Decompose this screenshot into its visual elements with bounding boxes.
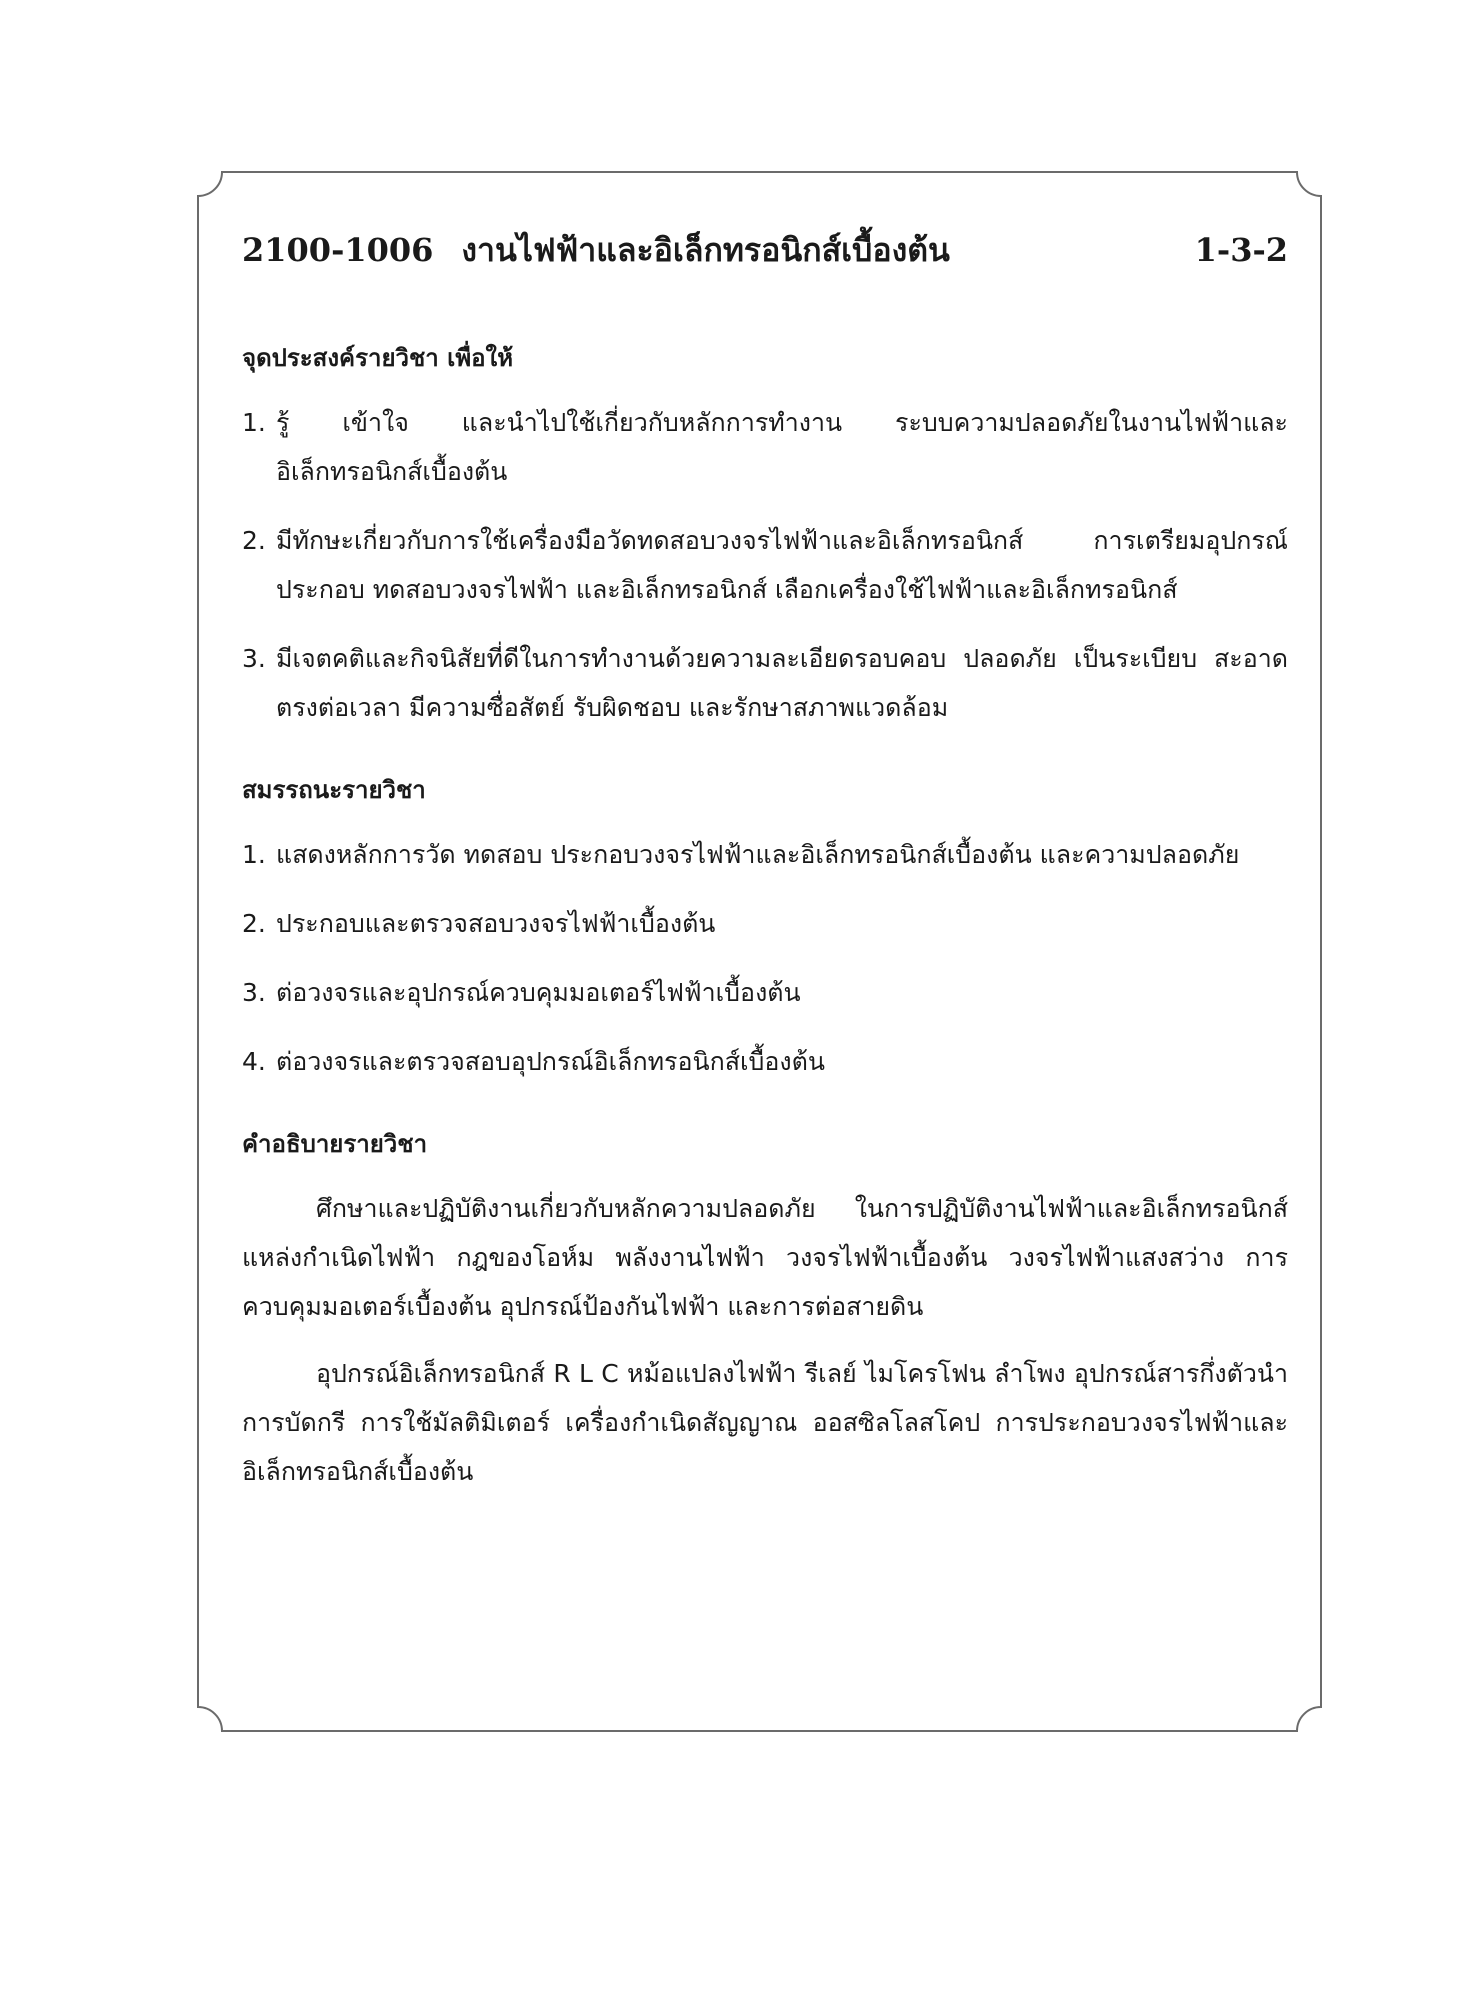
list-item bbox=[242, 830, 1288, 879]
competencies-heading: สมรรถนะรายวิชา bbox=[242, 775, 426, 804]
competencies-list bbox=[242, 830, 1288, 1086]
list-item bbox=[242, 1037, 1288, 1086]
description-heading: คำอธิบายรายวิชา bbox=[242, 1129, 428, 1158]
list-item bbox=[242, 968, 1288, 1017]
list-item bbox=[242, 899, 1288, 948]
description-section bbox=[242, 1124, 1288, 1496]
item-number: 1. bbox=[242, 840, 266, 869]
course-credits: 1-3-2 bbox=[1194, 231, 1288, 269]
objectives-section bbox=[242, 338, 1288, 732]
item-number: 2. bbox=[242, 526, 266, 555]
item-text: มีทักษะเกี่ยวกับการใช้เครื่องมือวัดทดสอบวงจรไฟฟ้าและอิเล็กทรอนิกส์ การเตรียมอุปกรณ์ ประกอบ ทดสอบวงจรไฟฟ้า และอิเล็กทรอนิกส์ เลือกเครื่องใช้ไฟฟ้าและอิเล็กทรอนิกส์ bbox=[276, 526, 1288, 604]
item-number: 3. bbox=[242, 978, 266, 1007]
item-text: ประกอบและตรวจสอบวงจรไฟฟ้าเบื้องต้น bbox=[276, 909, 716, 938]
course-code: 2100-1006 bbox=[242, 231, 434, 269]
objectives-list bbox=[242, 398, 1288, 732]
list-item bbox=[242, 516, 1288, 614]
list-item bbox=[242, 634, 1288, 732]
item-number: 3. bbox=[242, 644, 266, 673]
description-paragraph: อุปกรณ์อิเล็กทรอนิกส์ R L C หม้อแปลงไฟฟ้า รีเลย์ ไมโครโฟน ลำโพง อุปกรณ์สารกึ่งตัวนำ การบัดกรี การใช้มัลติมิเตอร์ เครื่องกำเนิดสัญญาณ ออสซิลโลสโคป การประกอบวงจรไฟฟ้าและอิเล็กทรอนิกส์เบื้องต้น bbox=[242, 1359, 1288, 1486]
course-title: งานไฟฟ้าและอิเล็กทรอนิกส์เบื้องต้น bbox=[461, 231, 950, 269]
course-card bbox=[242, 220, 1288, 1534]
list-item bbox=[242, 398, 1288, 496]
item-number: 4. bbox=[242, 1047, 266, 1076]
item-text: รู้ เข้าใจ และนำไปใช้เกี่ยวกับหลักการทำงาน ระบบความปลอดภัยในงานไฟฟ้าและอิเล็กทรอนิกส์เบื้องต้น bbox=[276, 408, 1288, 486]
item-text: ต่อวงจรและตรวจสอบอุปกรณ์อิเล็กทรอนิกส์เบื้องต้น bbox=[276, 1047, 825, 1076]
course-title-line bbox=[242, 220, 950, 280]
item-number: 2. bbox=[242, 909, 266, 938]
course-header bbox=[242, 220, 1288, 280]
item-text: ต่อวงจรและอุปกรณ์ควบคุมมอเตอร์ไฟฟ้าเบื้องต้น bbox=[276, 978, 801, 1007]
item-number: 1. bbox=[242, 408, 266, 437]
item-text: มีเจตคติและกิจนิสัยที่ดีในการทำงานด้วยความละเอียดรอบคอบ ปลอดภัย เป็นระเบียบ สะอาด ตรงต่อเวลา มีความซื่อสัตย์ รับผิดชอบ และรักษาสภาพแวดล้อม bbox=[276, 644, 1288, 722]
competencies-section bbox=[242, 770, 1288, 1086]
description-paragraph: ศึกษาและปฏิบัติงานเกี่ยวกับหลักความปลอดภัย ในการปฏิบัติงานไฟฟ้าและอิเล็กทรอนิกส์ แหล่งกำเนิดไฟฟ้า กฎของโอห์ม พลังงานไฟฟ้า วงจรไฟฟ้าเบื้องต้น วงจรไฟฟ้าแสงสว่าง การควบคุมมอเตอร์เบื้องต้น อุปกรณ์ป้องกันไฟฟ้า และการต่อสายดิน bbox=[242, 1194, 1288, 1321]
objectives-heading: จุดประสงค์รายวิชา เพื่อให้ bbox=[242, 343, 514, 372]
item-text: แสดงหลักการวัด ทดสอบ ประกอบวงจรไฟฟ้าและอิเล็กทรอนิกส์เบื้องต้น และความปลอดภัย bbox=[276, 840, 1240, 869]
